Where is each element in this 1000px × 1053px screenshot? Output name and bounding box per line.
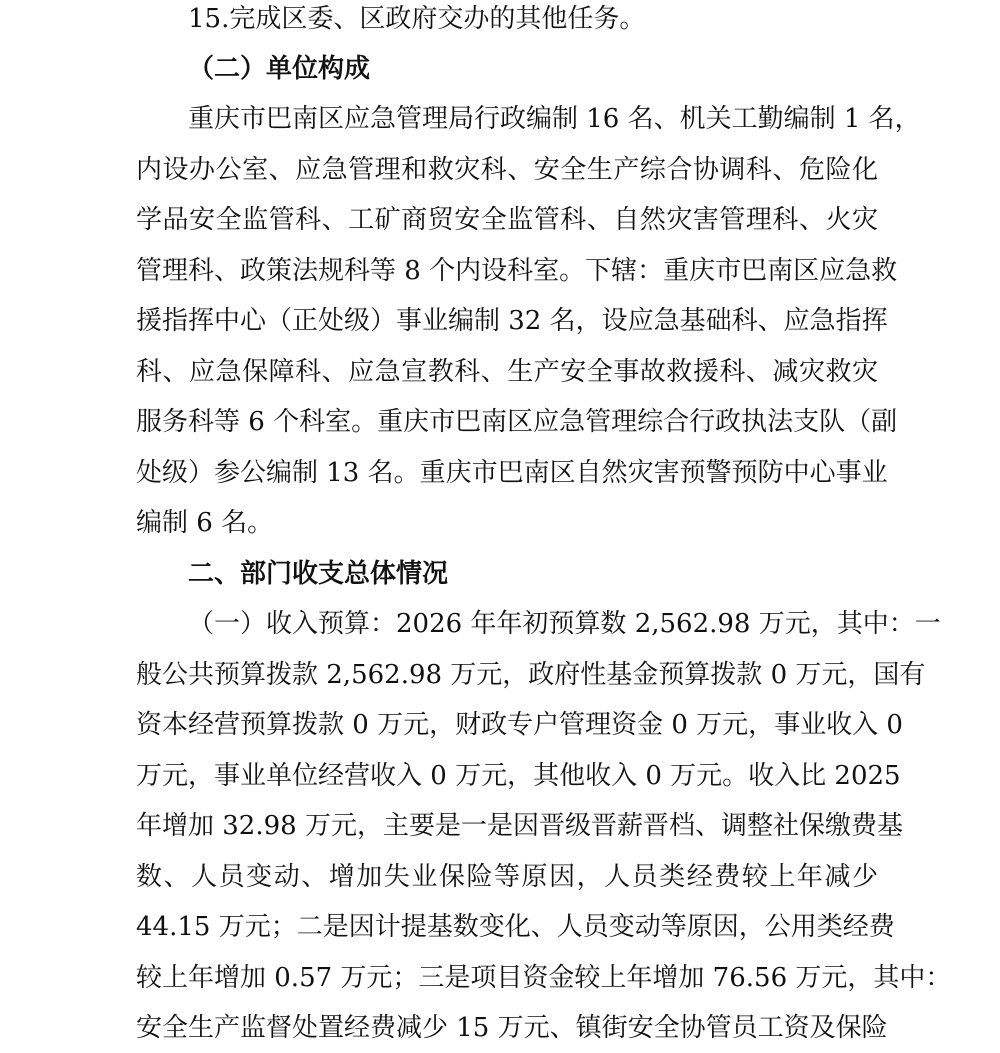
paragraph-line: 万元，事业单位经营收入 0 万元，其他收入 0 万元。收入比 2025 — [136, 761, 901, 791]
paragraph-line: 援指挥中心（正处级）事业编制 32 名，设应急基础科、应急指挥 — [136, 306, 888, 336]
section-heading-unit-composition: （二）单位构成 — [188, 54, 371, 84]
paragraph-line: 内设办公室、应急管理和救灾科、安全生产综合协调科、危险化 — [136, 155, 878, 185]
paragraph-line: 学品安全监管科、工矿商贸安全监管科、自然灾害管理科、火灾 — [136, 205, 878, 235]
paragraph-line: 服务科等 6 个科室。重庆市巴南区应急管理综合行政执法支队（副 — [136, 407, 898, 437]
paragraph-line: 般公共预算拨款 2,562.98 万元，政府性基金预算拨款 0 万元，国有 — [136, 660, 926, 690]
task-item-15: 15.完成区委、区政府交办的其他任务。 — [188, 4, 646, 34]
paragraph-line: 较上年增加 0.57 万元；三是项目资金较上年增加 76.56 万元，其中： — [136, 963, 952, 993]
paragraph-line: 年增加 32.98 万元，主要是一是因晋级晋薪晋档、调整社保缴费基 — [136, 811, 903, 841]
paragraph-line: 数、人员变动、增加失业保险等原因，人员类经费较上年减少 — [136, 862, 878, 892]
paragraph-line: （一）收入预算：2026 年年初预算数 2,562.98 万元，其中：一 — [188, 609, 941, 639]
section-heading-budget-overview: 二、部门收支总体情况 — [188, 559, 449, 589]
paragraph-line: 科、应急保障科、应急宣教科、生产安全事故救援科、减灾救灾 — [136, 357, 878, 387]
paragraph-line: 资本经营预算拨款 0 万元，财政专户管理资金 0 万元，事业收入 0 — [136, 710, 903, 740]
paragraph-line: 重庆市巴南区应急管理局行政编制 16 名、机关工勤编制 1 名， — [188, 104, 921, 134]
paragraph-line: 44.15 万元；二是因计提基数变化、人员变动等原因，公用类经费 — [136, 912, 895, 942]
paragraph-line: 管理科、政策法规科等 8 个内设科室。下辖：重庆市巴南区应急救 — [136, 256, 898, 286]
paragraph-line: 编制 6 名。 — [136, 508, 274, 538]
paragraph-line: 安全生产监督处置经费减少 15 万元、镇街安全协管员工资及保险 — [136, 1013, 888, 1043]
paragraph-line: 处级）参公编制 13 名。重庆市巴南区自然灾害预警预防中心事业 — [136, 458, 888, 488]
